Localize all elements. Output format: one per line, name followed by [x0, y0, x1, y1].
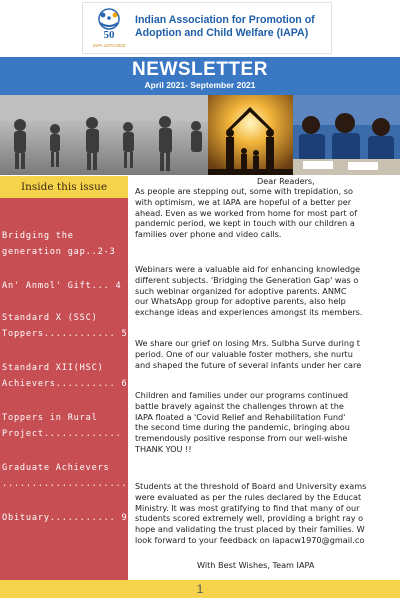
- inside-issue-heading: [0, 176, 128, 198]
- letter-paragraph: [135, 264, 400, 318]
- toc-item-graduate-achievers[interactable]: [2, 460, 170, 492]
- newsletter-title: NEWSLETTER: [132, 59, 268, 80]
- paragraph-line: ahead. Even as we worked from home for most part of: [135, 207, 358, 218]
- toc-item-line: Project............. 7: [2, 429, 134, 439]
- paragraph-line: Children and families under our programs continued: [135, 390, 349, 400]
- salutation: Dear Readers,: [257, 176, 315, 186]
- toc-item-hsc-achievers[interactable]: [2, 360, 128, 392]
- paragraph-line: families over phone and video calls.: [135, 229, 282, 240]
- paragraph-line: period. One of our valuable foster mothers, she nurtu: [135, 348, 353, 359]
- toc-item-line: Obituary........... 9: [2, 513, 128, 523]
- paragraph-line: tremendously positive response from our well-wishe: [135, 433, 348, 444]
- paragraph-line: We share our grief on losing Mrs. Sulbha Surve during t: [135, 338, 360, 348]
- org-name: [135, 14, 331, 40]
- toc-item-line: generation gap..2-3: [2, 247, 116, 257]
- paragraph-line: Webinars were a valuable aid for enhancing knowledge: [135, 264, 361, 274]
- paragraph-line: the second time during the pandemic, bringing abou: [135, 422, 350, 433]
- editorial-letter: [135, 176, 400, 580]
- footer-bar: [0, 580, 400, 598]
- toc-item-anmol-gift[interactable]: [2, 278, 125, 294]
- paragraph-line: were evaluated as per the rules declared by the Educat: [135, 491, 362, 502]
- letter-paragraph: [135, 390, 400, 455]
- paragraph-line: with optimism, we at IAPA are hopeful of a better per: [135, 196, 352, 207]
- toc-item-line: Toppers in Rural: [2, 413, 98, 423]
- paragraph-line: such webinar organized for adoptive parents. ANMC: [135, 285, 347, 296]
- toc-item-line: Toppers............ 5: [2, 329, 128, 339]
- paragraph-line: look forward to your feedback on iapacw1970@gmail.co: [135, 534, 365, 545]
- toc-item-obituary[interactable]: [2, 510, 128, 526]
- logo-number: 50: [103, 29, 115, 41]
- students-classroom-photo: [293, 95, 400, 175]
- paragraph-line: exchange ideas and experiences amongst its members.: [135, 307, 363, 318]
- paragraph-line: hope and validating the trust placed by their families. W: [135, 524, 365, 535]
- inside-issue-label: Inside this issue: [20, 181, 108, 193]
- paragraph-line: THANK YOU !!: [135, 443, 192, 454]
- paragraph-line: As people are stepping out, some with trepidation, so: [135, 186, 353, 196]
- paragraph-line: our WhatsApp group for adoptive parents, also help: [135, 296, 346, 307]
- signoff: With Best Wishes, Team IAPA: [197, 560, 315, 570]
- paragraph-line: and shaped the future of several infants under her care: [135, 359, 362, 370]
- paragraph-line: different subjects. 'Bridging the Generation Gap' was o: [135, 274, 359, 285]
- toc-item-rural-project-toppers[interactable]: [2, 410, 134, 442]
- iapa-logo-icon: [87, 5, 131, 51]
- toc-item-bridging-generation-gap[interactable]: [2, 228, 125, 260]
- paragraph-line: Ministry. It was most gratifying to find that many of our: [135, 502, 360, 513]
- letter-paragraph: [135, 481, 400, 546]
- org-name-line1: Indian Association for Promotion of: [135, 14, 315, 26]
- family-silhouette-photo: [208, 95, 293, 175]
- toc-item-line: Graduate Achievers: [2, 463, 110, 473]
- logo-banner: [82, 2, 332, 54]
- toc-item-line: Bridging the: [2, 231, 74, 241]
- paragraph-line: students scored extremely well, providing a bright ray o: [135, 513, 364, 524]
- logo-caption: IAPA 1970-2020: [92, 43, 126, 48]
- header: [0, 0, 400, 57]
- paragraph-line: pandemic period, we kept in touch with our children a: [135, 218, 355, 229]
- org-name-line2: Adoption and Child Welfare (IAPA): [135, 27, 309, 39]
- toc-item-line: ...........................8: [2, 479, 170, 489]
- paragraph-line: Students at the threshold of Board and University exams: [135, 481, 367, 491]
- children-walking-photo: [0, 95, 208, 175]
- page-number: 1: [196, 582, 204, 596]
- issue-date: April 2021- September 2021: [144, 80, 256, 90]
- paragraph-line: IAPA floated a 'Covid Relief and Rehabilitation Fund': [135, 411, 346, 422]
- letter-paragraph: [135, 186, 400, 240]
- toc-item-line: Standard XII(HSC): [2, 363, 104, 373]
- letter-paragraph: [135, 338, 400, 370]
- newsletter-banner: [0, 57, 400, 95]
- photo-strip: [0, 95, 400, 175]
- toc-item-line: Standard X (SSC): [2, 313, 98, 323]
- toc-item-line: Achievers.......... 6: [2, 379, 128, 389]
- toc-item-line: An' Anmol' Gift... 4: [2, 281, 122, 291]
- toc-item-ssc-toppers[interactable]: [2, 310, 128, 342]
- paragraph-line: battle bravely against the challenges thrown at the: [135, 400, 344, 411]
